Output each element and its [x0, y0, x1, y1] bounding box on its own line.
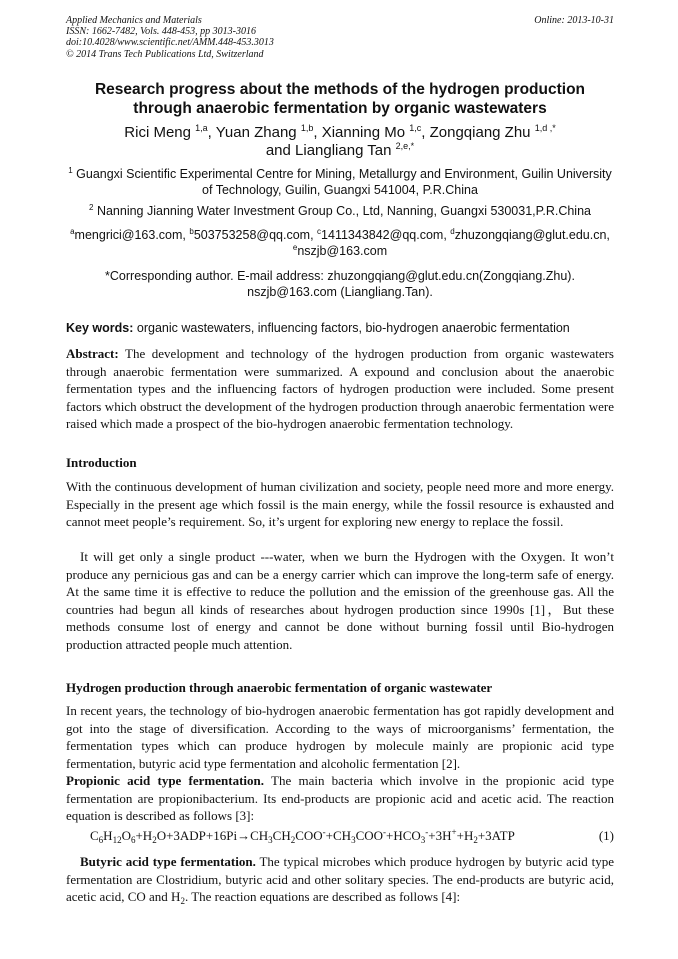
equation-number: (1) — [598, 828, 614, 843]
section-heading-introduction: Introduction — [66, 455, 137, 470]
issn: ISSN: 1662-7482, Vols. 448-453, pp 3013-3016 — [66, 26, 256, 38]
intro-paragraph-2: It will get only a single product ---water, when we burn the Hydrogen with the Oxygen. It won’t produce any pernicious gas and can be a energy carrier which can improve the long-term safe of energy. At the same time it is effective to reduce the pollution and the emission of the greenhouse gas. All the countries had begun all kinds of researches about hydrogen production since 1990s [1]，But these methods consume lost of energy and cannot be done without burning fossil until Bio-hydrogen production attracted people much attention. — [66, 549, 614, 652]
author-name: Rici Meng — [124, 124, 191, 141]
doi: doi:10.4028/www.scientific.net/AMM.448-453.3013 — [66, 37, 274, 49]
equation-formula: $C_6H_{12}O_6+H_2O+3ADP+16Pi\to CH_3CH_2COO^-+CH_3COO^-+HCO_3^-+3H^++H_2+3ATP$ — [90, 827, 515, 845]
author-affil-mark: 2,e,* — [395, 141, 415, 151]
email-mark: d — [450, 227, 455, 236]
affiliation-number: 1 — [68, 166, 73, 175]
affiliation-2 — [66, 203, 614, 219]
author-conjunction: and — [265, 142, 291, 159]
email-mark: c — [317, 227, 322, 236]
abstract-text: The development and technology of the hydrogen production from organic wastewaters through anaerobic fermentation were summarized. A expound and conclusion about the anaerobic fermentation types and the influencing factors of hydrogen production were included. Some present factors which obstruct the development of the hydrogen production through anaerobic fermentation were raised which made a prospect of the bio-hydrogen anaerobic fermentation technology. — [66, 346, 614, 431]
butyric-text: The typical microbes which produce hydrogen by butyric acid type fermentation are Clostridium, butyric acid and other solitary species. The end-products are butyric acid, acetic acid, CO and H — [66, 854, 614, 904]
authors-line-2 — [66, 142, 614, 160]
butyric-text-end: . The reaction equations are described as follows [4]: — [184, 889, 461, 904]
corresponding-line-2: nszjb@163.com (Liangliang.Tan). — [247, 285, 433, 299]
author-affil-mark: 1,c — [409, 123, 422, 133]
email-link[interactable]: 1411343842@qq.com, — [321, 228, 447, 242]
title-line-1: Research progress about the methods of the hydrogen production — [94, 81, 586, 98]
paper-title — [66, 80, 614, 118]
email-link[interactable]: zhuzongqiang@glut.edu.cn, — [454, 228, 610, 242]
email-mark: a — [70, 227, 75, 236]
abstract-label: Abstract: — [66, 346, 119, 361]
intro-paragraph-1: With the continuous development of human civilization and society, people need more and more energy. Especially in the present age which fossil is the main energy, while the fossil resource is exhausted and cannot meet people’s requirement. So, it’s urgent for exploring new energy to replace the fossil. — [66, 479, 614, 529]
keywords — [66, 320, 614, 336]
propionic-label: Propionic acid type fermentation. — [66, 773, 265, 788]
butyric-subscript: 2 — [180, 896, 185, 906]
author-affil-mark: 1,d ,* — [534, 123, 556, 133]
email-mark: e — [292, 243, 298, 252]
keywords-text: organic wastewaters, influencing factors, bio-hydrogen anaerobic fermentation — [136, 321, 570, 335]
section2-paragraph-1: In recent years, the technology of bio-hydrogen anaerobic fermentation has got rapidly development and got into the stage of diversification. According to the ways of microorganisms’ fermentation, the fermentation types which can produce hydrogen by molecule mainly are propionic acid type fermentation, butyric acid type fermentation and alcoholic fermentation [2]. — [66, 703, 614, 771]
propionic-paragraph — [66, 772, 614, 825]
author-list — [66, 124, 614, 160]
online-date: Online: 2013-10-31 — [534, 15, 614, 26]
butyric-paragraph — [66, 853, 614, 906]
email-link[interactable]: nszjb@163.com — [297, 244, 388, 258]
author-affil-mark: 1,a — [195, 123, 208, 133]
corresponding-line-1: *Corresponding author. E-mail address: zhuzongqiang@glut.edu.cn(Zongqiang.Zhu). — [105, 269, 575, 283]
corresponding-author — [66, 268, 614, 300]
title-line-2: through anaerobic fermentation by organic wastewaters — [133, 100, 547, 117]
propionic-text: The main bacteria which involve in the propionic acid type fermentation are propionibacterium. Its end-products are propionic acid and acetic acid. The reaction equation is described as follows [3]: — [66, 773, 615, 823]
email-list — [66, 227, 614, 259]
author-name: Liangliang Tan — [295, 142, 392, 159]
copyright: © 2014 Trans Tech Publications Ltd, Switzerland — [66, 48, 264, 60]
affiliation-text: Nanning Jianning Water Investment Group Co., Ltd, Nanning, Guangxi 530031,P.R.China — [96, 204, 591, 218]
affiliation-1 — [66, 166, 614, 198]
keywords-label: Key words: — [66, 321, 134, 335]
authors-line-1: Rici Meng $^{1,a}$, Yuan Zhang $^{1,b}$, Xianning Mo $^{1,c}$, Zongqiang Zhu $^{1,d ,*}$ — [124, 123, 556, 141]
author-name: Zongqiang Zhu — [429, 124, 531, 141]
affiliation-number: 2 — [89, 203, 94, 212]
section-heading-hydrogen: Hydrogen production through anaerobic fermentation of organic wastewater — [66, 680, 493, 695]
journal-info — [66, 15, 614, 60]
author-affil-mark: 1,b — [300, 123, 314, 133]
author-name: Xianning Mo — [321, 124, 406, 141]
email-link[interactable]: 503753258@qq.com, — [193, 228, 314, 242]
affiliation-text: of Technology, Guilin, Guangxi 541004, P.R.China — [202, 183, 478, 197]
author-name: Yuan Zhang — [215, 124, 297, 141]
email-link[interactable]: mengrici@163.com, — [74, 228, 186, 242]
affiliation-text: Guangxi Scientific Experimental Centre for Mining, Metallurgy and Environment, Guilin University — [76, 167, 612, 181]
journal-header — [66, 15, 614, 60]
abstract — [66, 345, 614, 433]
email-mark: b — [189, 227, 194, 236]
journal-name: Applied Mechanics and Materials — [66, 15, 202, 26]
butyric-label: Butyric acid type fermentation. — [80, 854, 256, 869]
